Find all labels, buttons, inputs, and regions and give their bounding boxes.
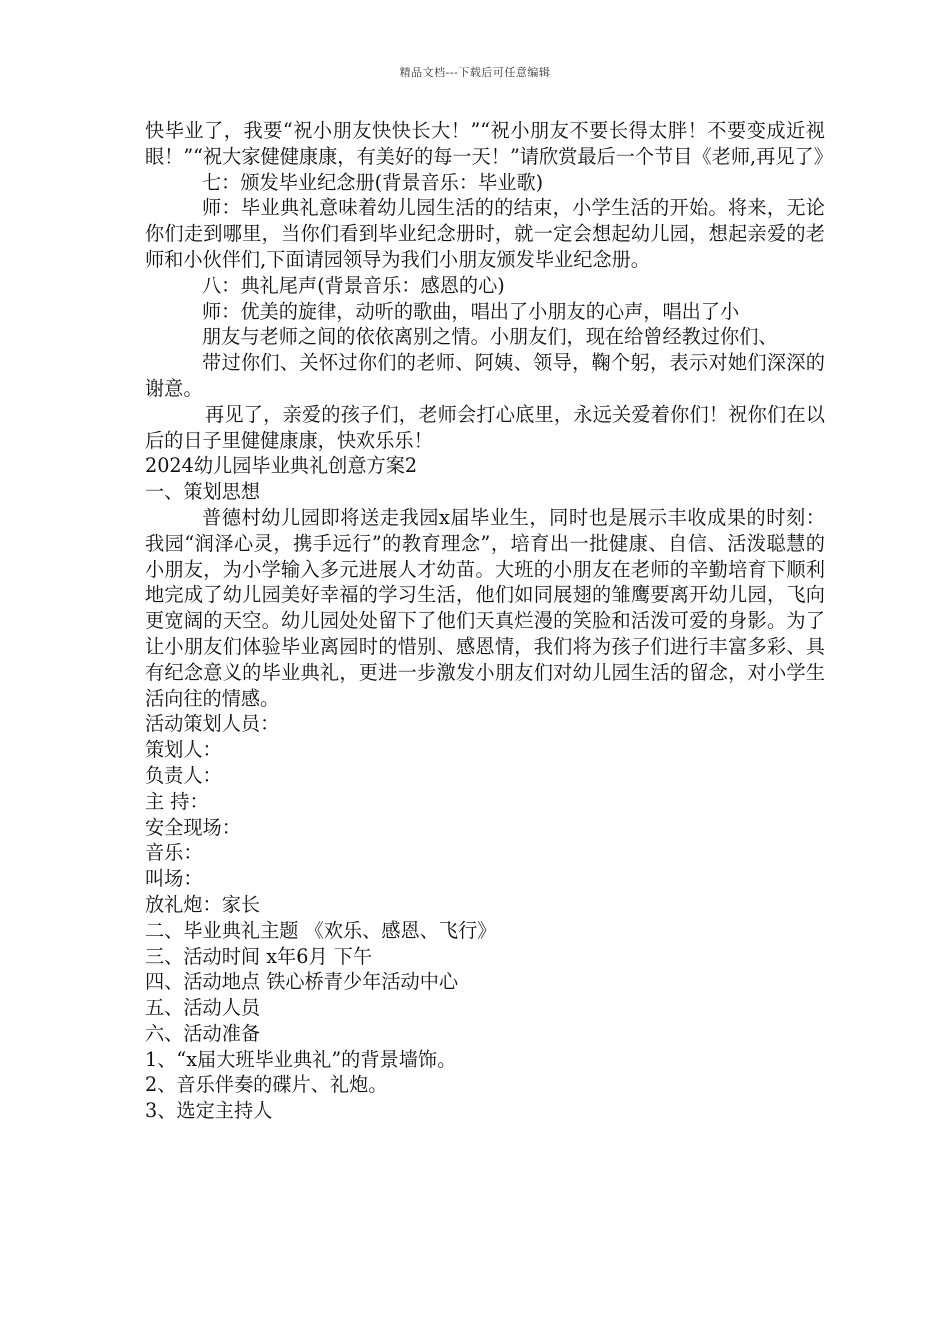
list-item-music: 音乐： [145, 841, 203, 865]
section-heading-planning-idea: 一、策划思想 [145, 480, 261, 504]
section-heading-people: 五、活动人员 [145, 996, 261, 1020]
page-header: 精品文档---下载后可任意编辑 [399, 66, 551, 79]
section-heading-8: 八：典礼尾声(背景音乐：感恩的心) [202, 273, 505, 297]
list-item-prep-2: 2、音乐伴奏的碟片、礼炮。 [145, 1073, 388, 1097]
list-item-salute: 放礼炮：家长 [145, 892, 261, 916]
paragraph-teacher-memorial-book: 师：毕业典礼意味着幼儿园生活的的结束，小学生活的开始。将来，无论你们走到哪里，当你们看到毕业纪念册时，就一定会想起幼儿园，想起亲爱的老师和小伙伴们,下面请园领导为我们小朋友颁发毕业纪念册。 [145, 196, 825, 271]
paragraph-closing-wishes: 快毕业了，我要“祝小朋友快快长大！”“祝小朋友不要长得太胖！不要变成近视眼！”“祝大家健健康康，有美好的每一天！”请欣赏最后一个节目《老师,再见了》 [145, 119, 833, 168]
paragraph-bow-thanks: 带过你们、关怀过你们的老师、阿姨、领导，鞠个躬，表示对她们深深的谢意。 [145, 351, 825, 400]
paragraph-planning-idea: 普德村幼儿园即将送走我园x届毕业生，同时也是展示丰收成果的时刻：我园“润泽心灵，携手远行”的教育理念”，培育出一批健康、自信、活泼聪慧的小朋友，为小学输入多元进展人才幼苗。大班的小朋友在老师的辛勤培育下顺利地完成了幼儿园美好幸福的学习生活，他们如同展翅的雏鹰要离开幼儿园，飞向更宽阔的天空。幼儿园处处留下了他们天真烂漫的笑脸和活泼可爱的身影。为了让小朋友们体验毕业离园时的惜别、感恩情，我们将为孩子们进行丰富多彩、具有纪念意义的毕业典礼，更进一步激发小朋友们对幼儿园生活的留念，对小学生活向往的情感。 [145, 505, 825, 710]
list-item-site-safety: 安全现场： [145, 815, 241, 839]
paragraph-teacher-melody: 师：优美的旋律，动听的歌曲，唱出了小朋友的心声，唱出了小 [202, 299, 740, 323]
list-item-call-field: 叫场： [145, 867, 203, 891]
section-heading-venue: 四、活动地点 铁心桥青少年活动中心 [145, 970, 459, 994]
list-item-planner: 策划人： [145, 738, 222, 762]
list-item-planning-staff: 活动策划人员： [145, 712, 280, 736]
paragraph-farewell-feelings: 朋友与老师之间的依依离别之情。小朋友们，现在给曾经教过你们、 [202, 325, 778, 349]
list-item-person-in-charge: 负责人： [145, 763, 222, 787]
section-heading-7: 七：颁发毕业纪念册(背景音乐：毕业歌) [202, 170, 544, 194]
document-body [145, 118, 833, 1124]
section-heading-preparation: 六、活动准备 [145, 1021, 261, 1045]
list-item-host: 主 持： [145, 789, 209, 813]
paragraph-goodbye-children: 再见了，亲爱的孩子们，老师会打心底里，永远关爱着你们！祝你们在以后的日子里健健康康，快欢乐乐！ [145, 402, 825, 452]
list-item-prep-3: 3、选定主持人 [145, 1099, 273, 1123]
section-heading-theme: 二、毕业典礼主题 《欢乐、感恩、飞行》 [145, 918, 497, 942]
document-title-plan-2: 2024幼儿园毕业典礼创意方案2 [145, 454, 418, 478]
list-item-prep-1: 1、“x届大班毕业典礼”的背景墙饰。 [145, 1047, 457, 1071]
section-heading-time: 三、活动时间 x年6月 下午 [145, 944, 373, 968]
